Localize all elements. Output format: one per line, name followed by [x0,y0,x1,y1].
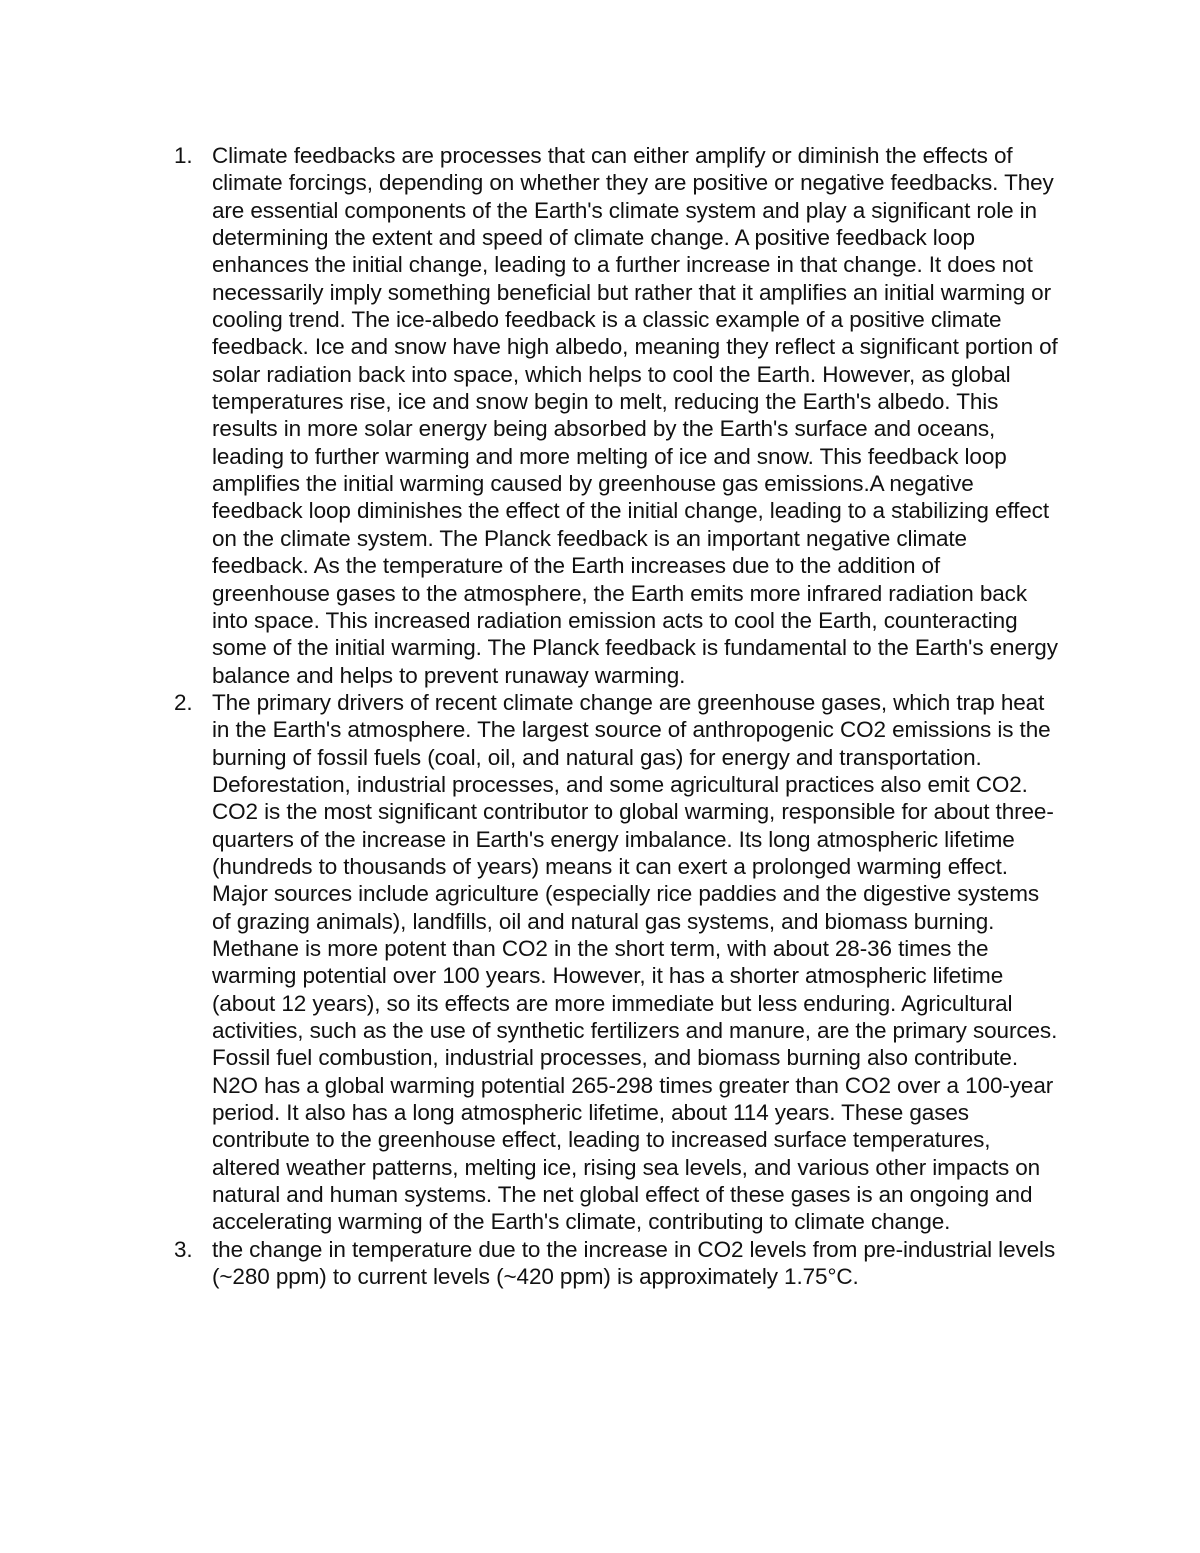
list-item [160,1236,1060,1291]
numbered-list [160,142,1060,1290]
list-item [160,142,1060,689]
list-item-number: 3. [174,1236,193,1262]
list-item [160,689,1060,1236]
list-item-text: the change in temperature due to the increase in CO2 levels from pre-industrial levels (~280 ppm) to current levels (~420 ppm) is approximately 1.75°C. [212,1236,1056,1290]
list-item-text: The primary drivers of recent climate change are greenhouse gases, which trap heat in the Earth's atmosphere. The largest source of anthropogenic CO2 emissions is the burning of fossil fuels (coal, oil, and natural gas) for energy and transportation. Deforestation, industrial processes, and some agricultural practices also emit CO2. CO2 is the most significant contributor to global warming, responsible for about three-quarters of the increase in Earth's energy imbalance. Its long atmospheric lifetime (hundreds to thousands of years) means it can exert a prolonged warming effect. Major sources include agriculture (especially rice paddies and the digestive systems of grazing animals), landfills, oil and natural gas systems, and biomass burning. Methane is more potent than CO2 in the short term, with about 28-36 times the warming potential over 100 years. However, it has a shorter atmospheric lifetime (about 12 years), so its effects are more immediate but less enduring. Agricultural activities, such as the use of synthetic fertilizers and manure, are the primary sources. Fossil fuel combustion, industrial processes, and biomass burning also contribute. N2O has a global warming potential 265-298 times greater than CO2 over a 100-year period. It also has a long atmospheric lifetime, about 114 years. These gases contribute to the greenhouse effect, leading to increased surface temperatures, altered weather patterns, melting ice, rising sea levels, and various other impacts on natural and human systems. The net global effect of these gases is an ongoing and accelerating warming of the Earth's climate, contributing to climate change. [212,689,1058,1235]
list-item-number: 2. [174,689,193,715]
list-item-number: 1. [174,143,193,168]
list-item-text: Climate feedbacks are processes that can either amplify or diminish the effects of climate forcings, depending on whether they are positive or negative feedbacks. They are essential components of the Earth's climate system and play a significant role in determining the extent and speed of climate change. A positive feedback loop enhances the initial change, leading to a further increase in that change. It does not necessarily imply something beneficial but rather that it amplifies an initial warming or cooling trend. The ice-albedo feedback is a classic example of a positive climate feedback. Ice and snow have high albedo, meaning they reflect a significant portion of solar radiation back into space, which helps to cool the Earth. However, as global temperatures rise, ice and snow begin to melt, reducing the Earth's albedo. This results in more solar energy being absorbed by the Earth's surface and oceans, leading to further warming and more melting of ice and snow. This feedback loop amplifies the initial warming caused by greenhouse gas emissions.A negative feedback loop diminishes the effect of the initial change, leading to a stabilizing effect on the climate system. The Planck feedback is an important negative climate feedback. As the temperature of the Earth increases due to the addition of greenhouse gases to the atmosphere, the Earth emits more infrared radiation back into space. This increased radiation emission acts to cool the Earth, counteracting some of the initial warming. The Planck feedback is fundamental to the Earth's energy balance and helps to prevent runaway warming. [212,143,1058,688]
